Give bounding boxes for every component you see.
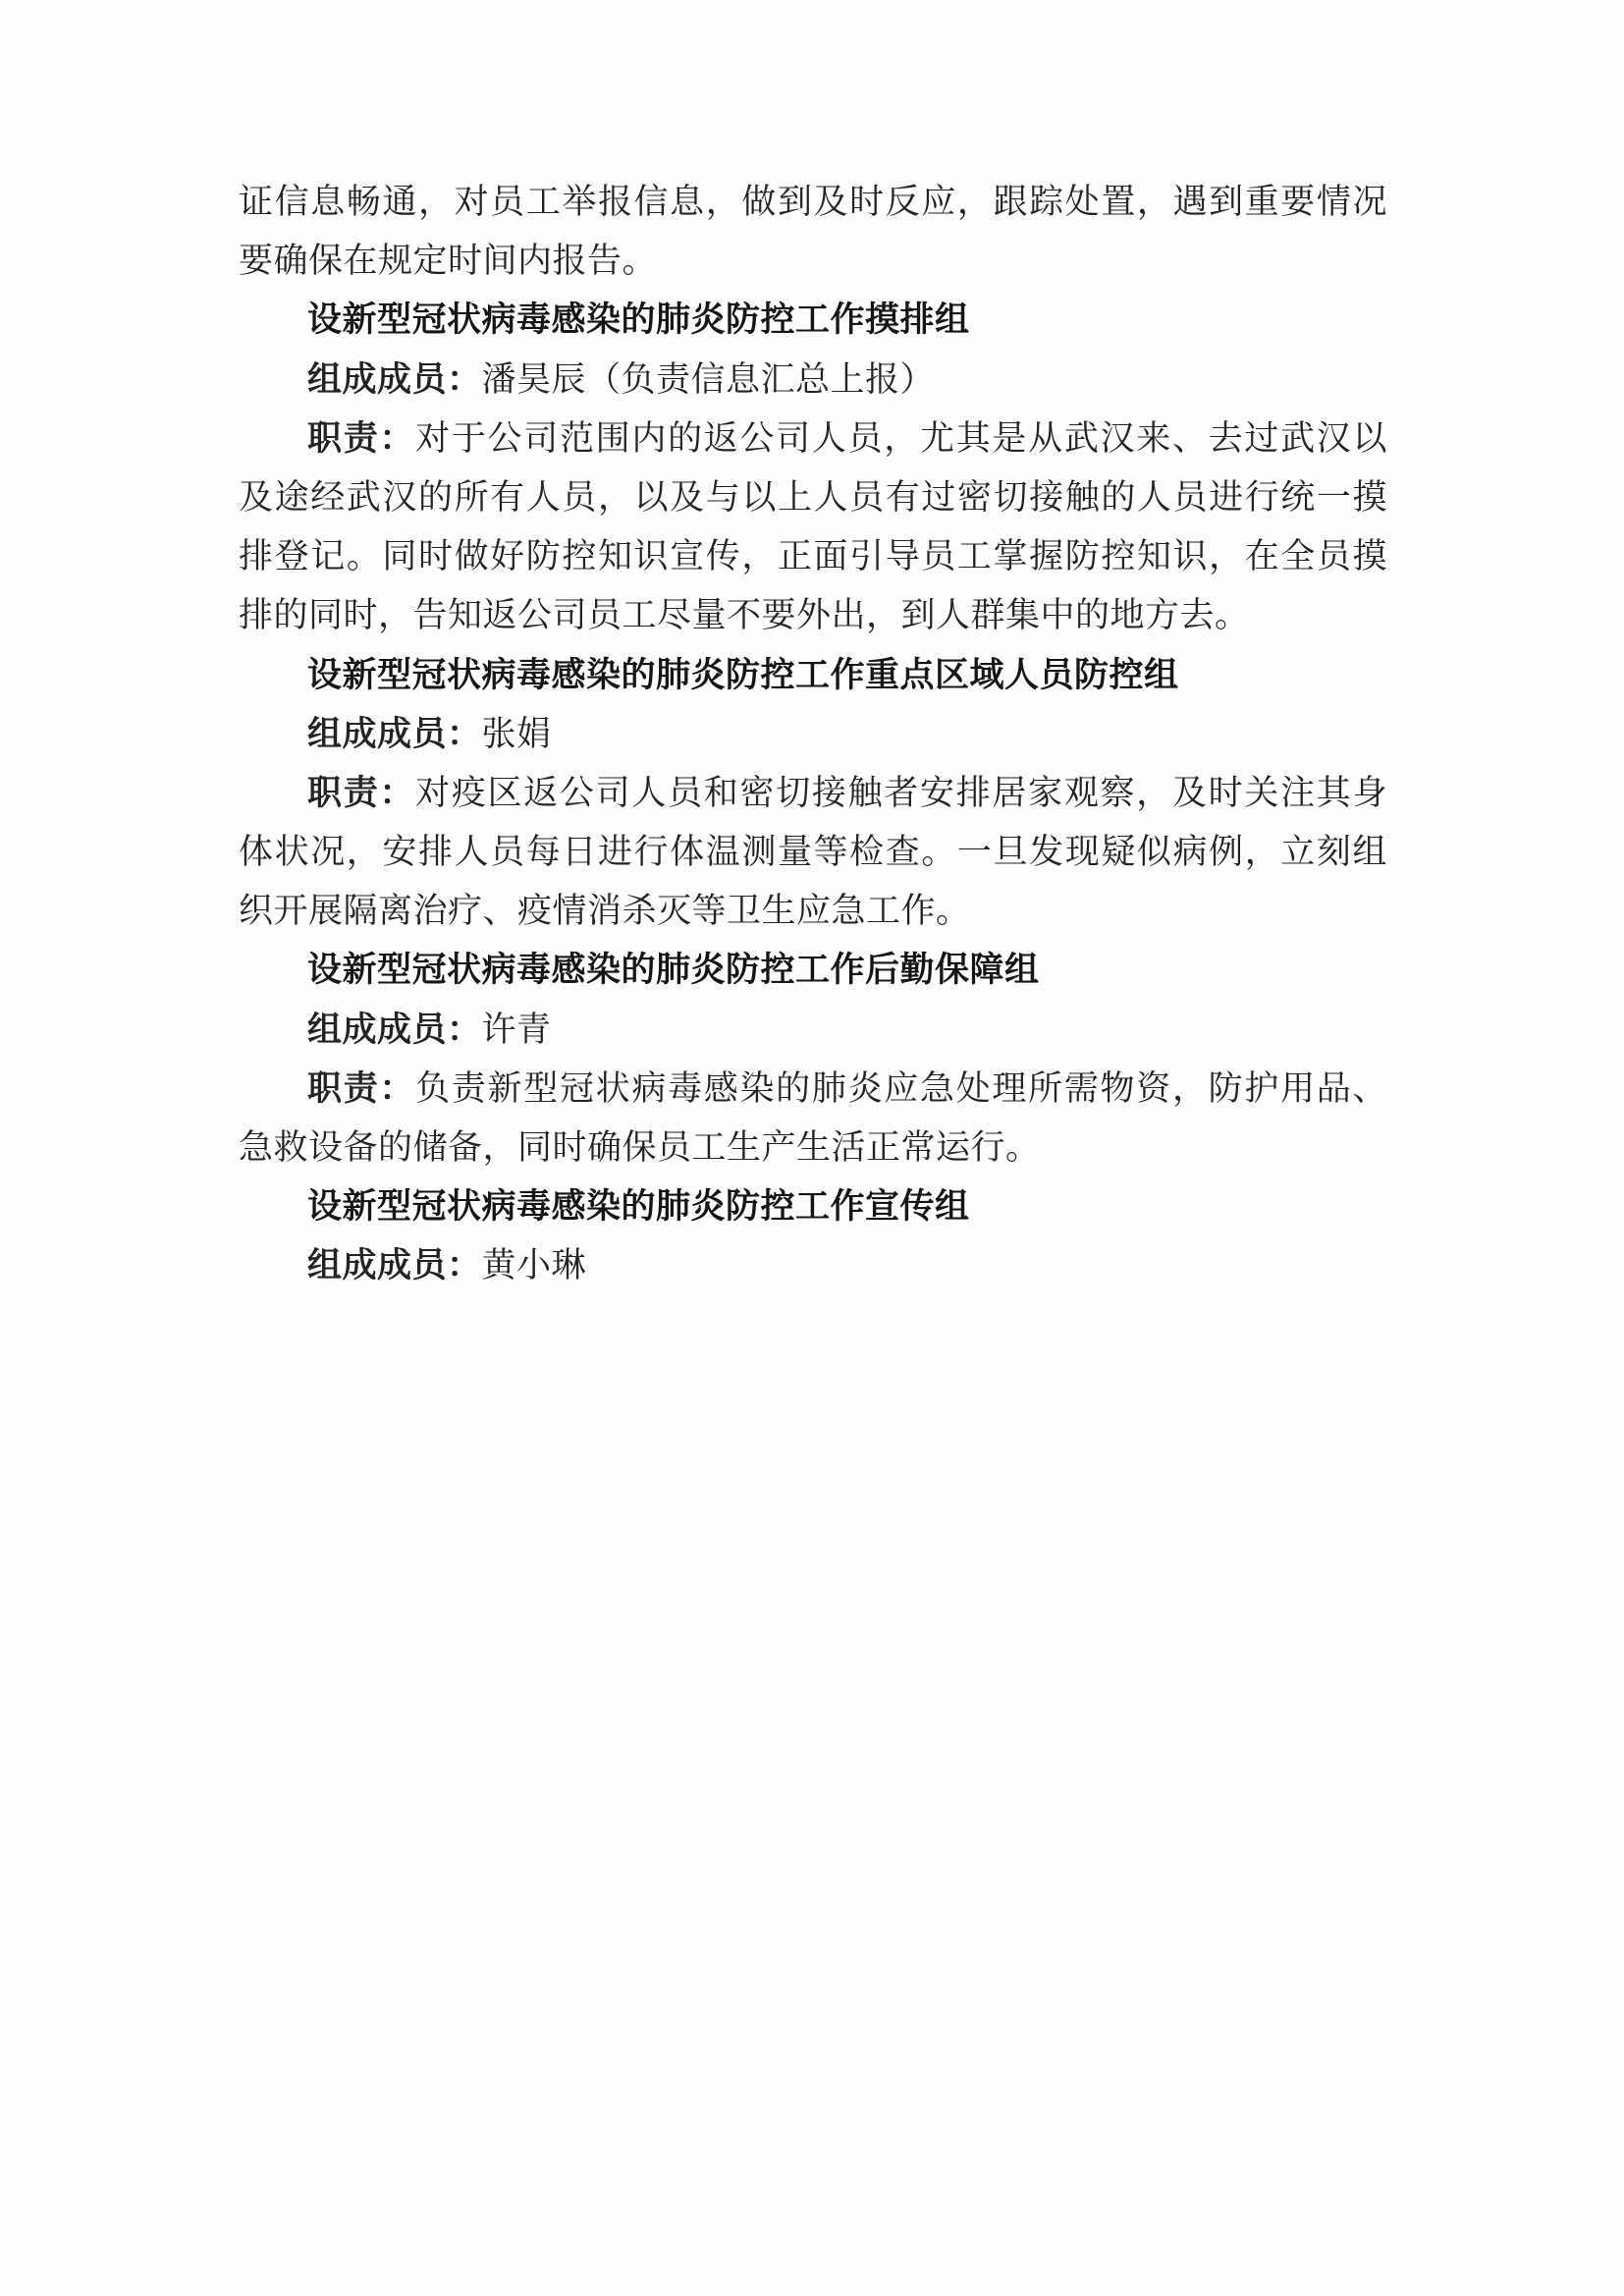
- section-heading-logistics-group: 设新型冠状病毒感染的肺炎防控工作后勤保障组: [307, 950, 1040, 991]
- duties-label: 职责：: [307, 1067, 416, 1109]
- duties-label: 职责：: [307, 417, 416, 459]
- members-value: 许青: [481, 1010, 552, 1050]
- members-label: 组成成员：: [307, 358, 482, 400]
- members-line-screening-group: [239, 351, 1387, 410]
- duties-value: 对于公司范围内的返公司人员，尤其是从武汉来、去过武汉以及途经武汉的所有人员，以及与以上人员有过密切接触的人员进行统一摸排登记。同时做好防控知识宣传，正面引导员工掌握防控知识，在全员摸排的同时，告知返公司员工尽量不要外出，到人群集中的地方去。: [239, 418, 1387, 636]
- duties-line-key-area-group: [239, 764, 1387, 942]
- members-value: 黄小琳: [481, 1246, 587, 1286]
- members-line-publicity-group: [239, 1236, 1387, 1295]
- members-label: 组成成员：: [307, 1245, 482, 1286]
- duties-line-logistics-group: [239, 1060, 1387, 1177]
- members-line-key-area-group: [239, 705, 1387, 764]
- members-line-logistics-group: [239, 1001, 1387, 1060]
- members-value: 张娟: [481, 714, 552, 754]
- duties-line-screening-group: [239, 410, 1387, 646]
- section-heading-publicity-group: 设新型冠状病毒感染的肺炎防控工作宣传组: [307, 1186, 970, 1228]
- section-heading-key-area-group: 设新型冠状病毒感染的肺炎防控工作重点区域人员防控组: [307, 654, 1179, 695]
- duties-label: 职责：: [307, 772, 416, 813]
- document-body: [239, 173, 1387, 1296]
- section-heading-screening-group: 设新型冠状病毒感染的肺炎防控工作摸排组: [307, 300, 970, 341]
- members-value: 潘昊辰（负责信息汇总上报）: [481, 359, 936, 400]
- members-label: 组成成员：: [307, 713, 482, 754]
- duties-value: 对疫区返公司人员和密切接触者安排居家观察，及时关注其身体状况，安排人员每日进行体温测量等检查。一旦发现疑似病例，立刻组织开展隔离治疗、疫情消杀灭等卫生应急工作。: [239, 773, 1387, 932]
- paragraph-continuation: 证信息畅通，对员工举报信息，做到及时反应，跟踪处置，遇到重要情况要确保在规定时间内报告。: [239, 183, 1387, 282]
- duties-value: 负责新型冠状病毒感染的肺炎应急处理所需物资，防护用品、急救设备的储备，同时确保员工生产生活正常运行。: [239, 1068, 1387, 1168]
- members-label: 组成成员：: [307, 1009, 482, 1050]
